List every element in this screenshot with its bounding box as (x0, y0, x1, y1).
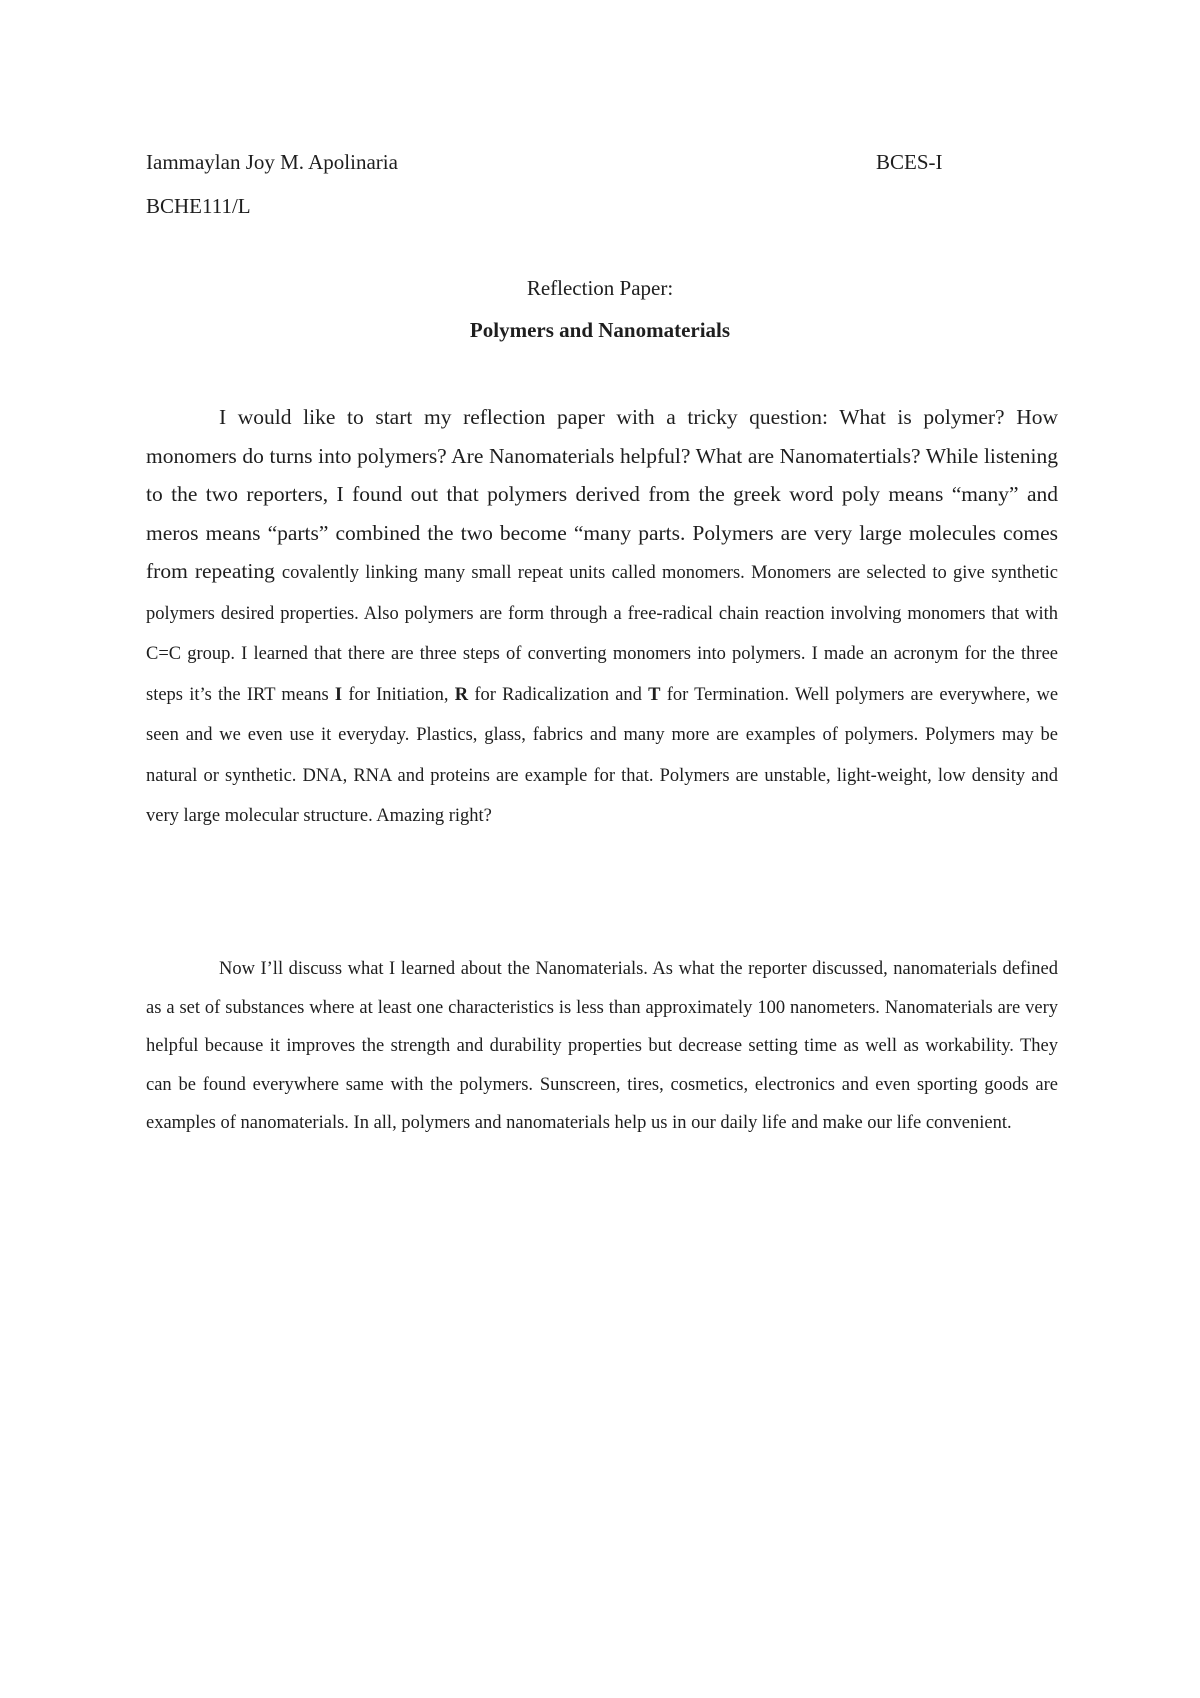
initial-t: T (648, 684, 661, 705)
paragraph-polymers-lead: I would like to start my reflection paper with a tricky question: What is polymer? How monomers do turns into polymers? Are Nanomaterials helpful? What are Nanomatertials? While listening to the two reporters, I found out that polymers derived from the greek word poly means “many” and meros means “parts” combined the two become “many parts. Polymers are very large molecules comes from repeating (146, 405, 1058, 583)
initial-i: I (334, 684, 343, 705)
paragraph-polymers (146, 398, 1058, 836)
paragraph-nanomaterials: Now I’ll discuss what I learned about the Nanomaterials. As what the reporter discussed, nanomaterials defined as a set of substances where at least one characteristics is less than approximately 100 nanometers. Nanomaterials are very helpful because it improves the strength and durability properties but decrease setting time as well as workability. They can be found everywhere same with the polymers. Sunscreen, tires, cosmetics, electronics and even sporting goods are examples of nanomaterials. In all, polymers and nanomaterials help us in our daily life and make our life convenient. (146, 959, 1058, 1133)
document-label: Reflection Paper: (526, 276, 674, 300)
paragraph-polymers-body: covalently linking many small repeat units called monomers. Monomers are selected to give synthetic polymers desired properties. Also polymers are form through a free-radical chain reaction involving monomers that with C=C group. I learned that there are three steps of converting monomers into polymers. I made an acronym for the three steps it’s the IRT means I for Initiation, R for Radicalization and T for Termination. Well polymers are everywhere, we seen and we even use it everyday. Plastics, glass, fabrics and many more are examples of polymers. Polymers may be natural or synthetic. DNA, RNA and proteins are example for that. Polymers are unstable, light-weight, low density and very large molecular structure. Amazing right? (146, 563, 1059, 826)
section-label: BCES-I (876, 150, 943, 174)
document-title: Polymers and Nanomaterials (469, 318, 731, 342)
course-code: BCHE111/L (146, 194, 251, 218)
initial-r: R (454, 684, 469, 705)
author-name: Iammaylan Joy M. Apolinaria (146, 150, 398, 174)
header-row (146, 147, 1058, 177)
